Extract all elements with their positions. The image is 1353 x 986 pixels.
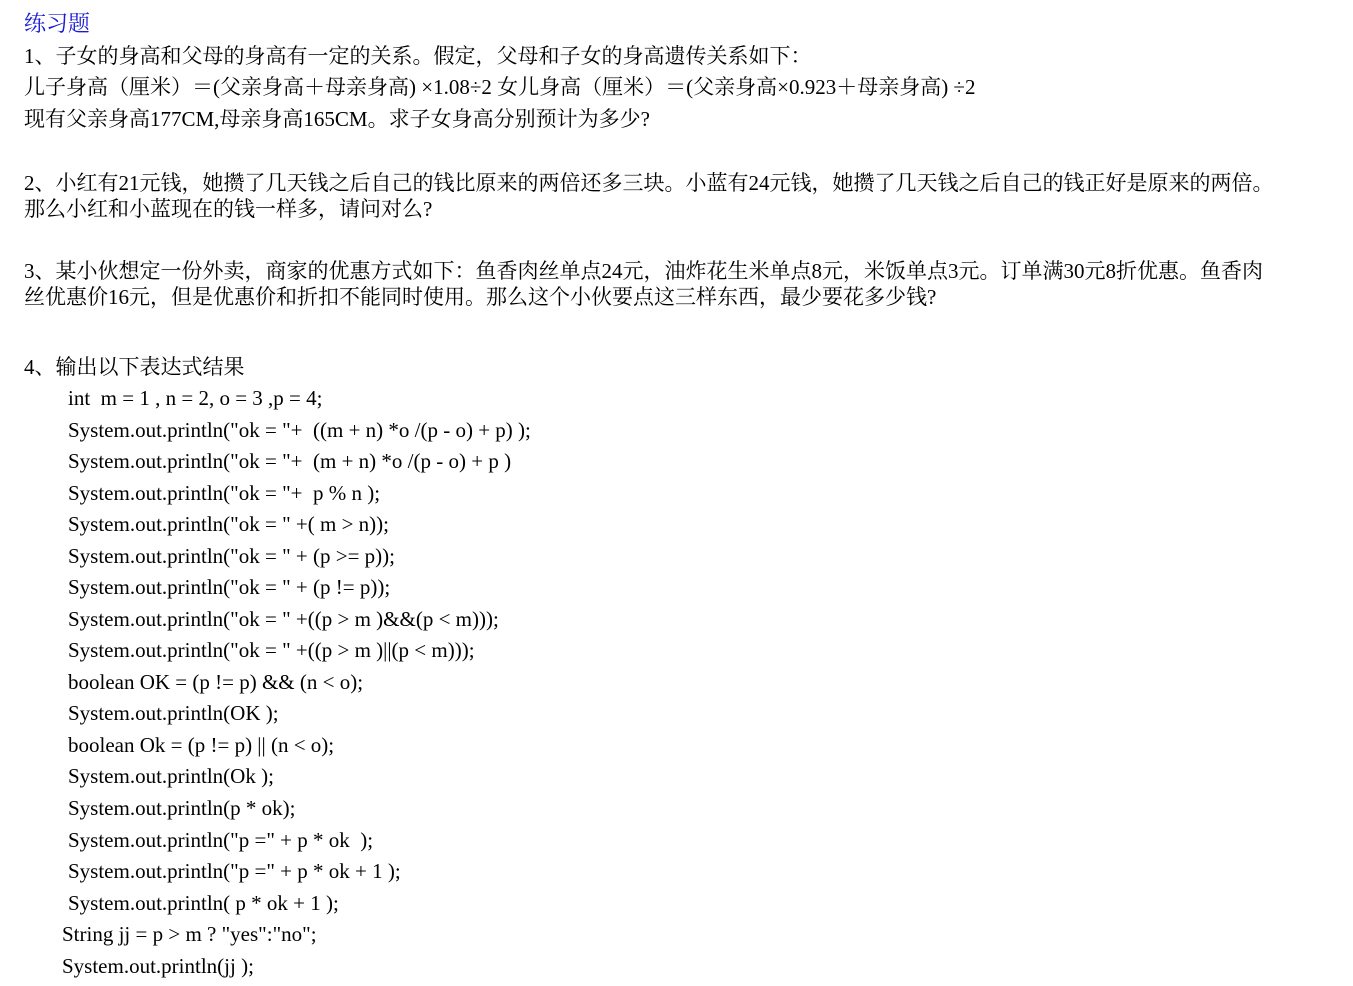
code-line: System.out.println("p =" + p * ok ); — [68, 828, 374, 852]
question-1-line-1: 1、子女的身高和父母的身高有一定的关系。假定，父母和子女的身高遗传关系如下： — [24, 44, 812, 68]
code-line: System.out.println("ok = " + (p != p)); — [68, 575, 391, 599]
code-line: System.out.println("ok = "+ p % n ); — [68, 481, 381, 505]
question-2-line-2: 那么小红和小蓝现在的钱一样多，请问对么? — [24, 197, 433, 221]
code-line: System.out.println( p * ok + 1 ); — [68, 891, 339, 915]
code-line: boolean OK = (p != p) && (n < o); — [68, 670, 364, 694]
question-1-line-2: 儿子身高（厘米）＝(父亲身高＋母亲身高) ×1.08÷2 女儿身高（厘米）＝(父亲身高×0.923＋母亲身高) ÷2 — [24, 75, 976, 99]
code-line: System.out.println("ok = "+ (m + n) *o /(p - o) + p ) — [68, 449, 512, 473]
code-line: System.out.println("ok = "+ ((m + n) *o /(p - o) + p) ); — [68, 418, 531, 442]
code-line: System.out.println("ok = " + (p >= p)); — [68, 544, 395, 568]
code-line: System.out.println(jj ); — [62, 954, 254, 978]
code-line: System.out.println(p * ok); — [68, 796, 296, 820]
page-title: 练习题 — [24, 11, 91, 36]
code-line: System.out.println("ok = " +((p > m )||(p < m))); — [68, 638, 475, 662]
question-1-line-3: 现有父亲身高177CM,母亲身高165CM。求子女身高分别预计为多少? — [24, 107, 650, 131]
question-3-line-2: 丝优惠价16元，但是优惠价和折扣不能同时使用。那么这个小伙要点这三样东西，最少要花多少钱? — [24, 285, 937, 309]
code-line: System.out.println("ok = " +((p > m )&&(p < m))); — [68, 607, 499, 631]
question-3-line-1: 3、某小伙想定一份外卖，商家的优惠方式如下：鱼香肉丝单点24元，油炸花生米单点8元，米饭单点3元。订单满30元8折优惠。鱼香肉 — [24, 259, 1263, 283]
code-line: System.out.println(Ok ); — [68, 764, 274, 788]
code-line: System.out.println(OK ); — [68, 701, 279, 725]
code-line: System.out.println("ok = " +( m > n)); — [68, 512, 389, 536]
question-4-heading: 4、输出以下表达式结果 — [24, 355, 245, 379]
code-line: String jj = p > m ? "yes":"no"; — [62, 922, 317, 946]
question-2-line-1: 2、小红有21元钱，她攒了几天钱之后自己的钱比原来的两倍还多三块。小蓝有24元钱，她攒了几天钱之后自己的钱正好是原来的两倍。 — [24, 171, 1274, 195]
code-line: System.out.println("p =" + p * ok + 1 ); — [68, 859, 401, 883]
code-line: boolean Ok = (p != p) || (n < o); — [68, 733, 335, 757]
code-line: int m = 1 , n = 2, o = 3 ,p = 4; — [68, 386, 323, 410]
